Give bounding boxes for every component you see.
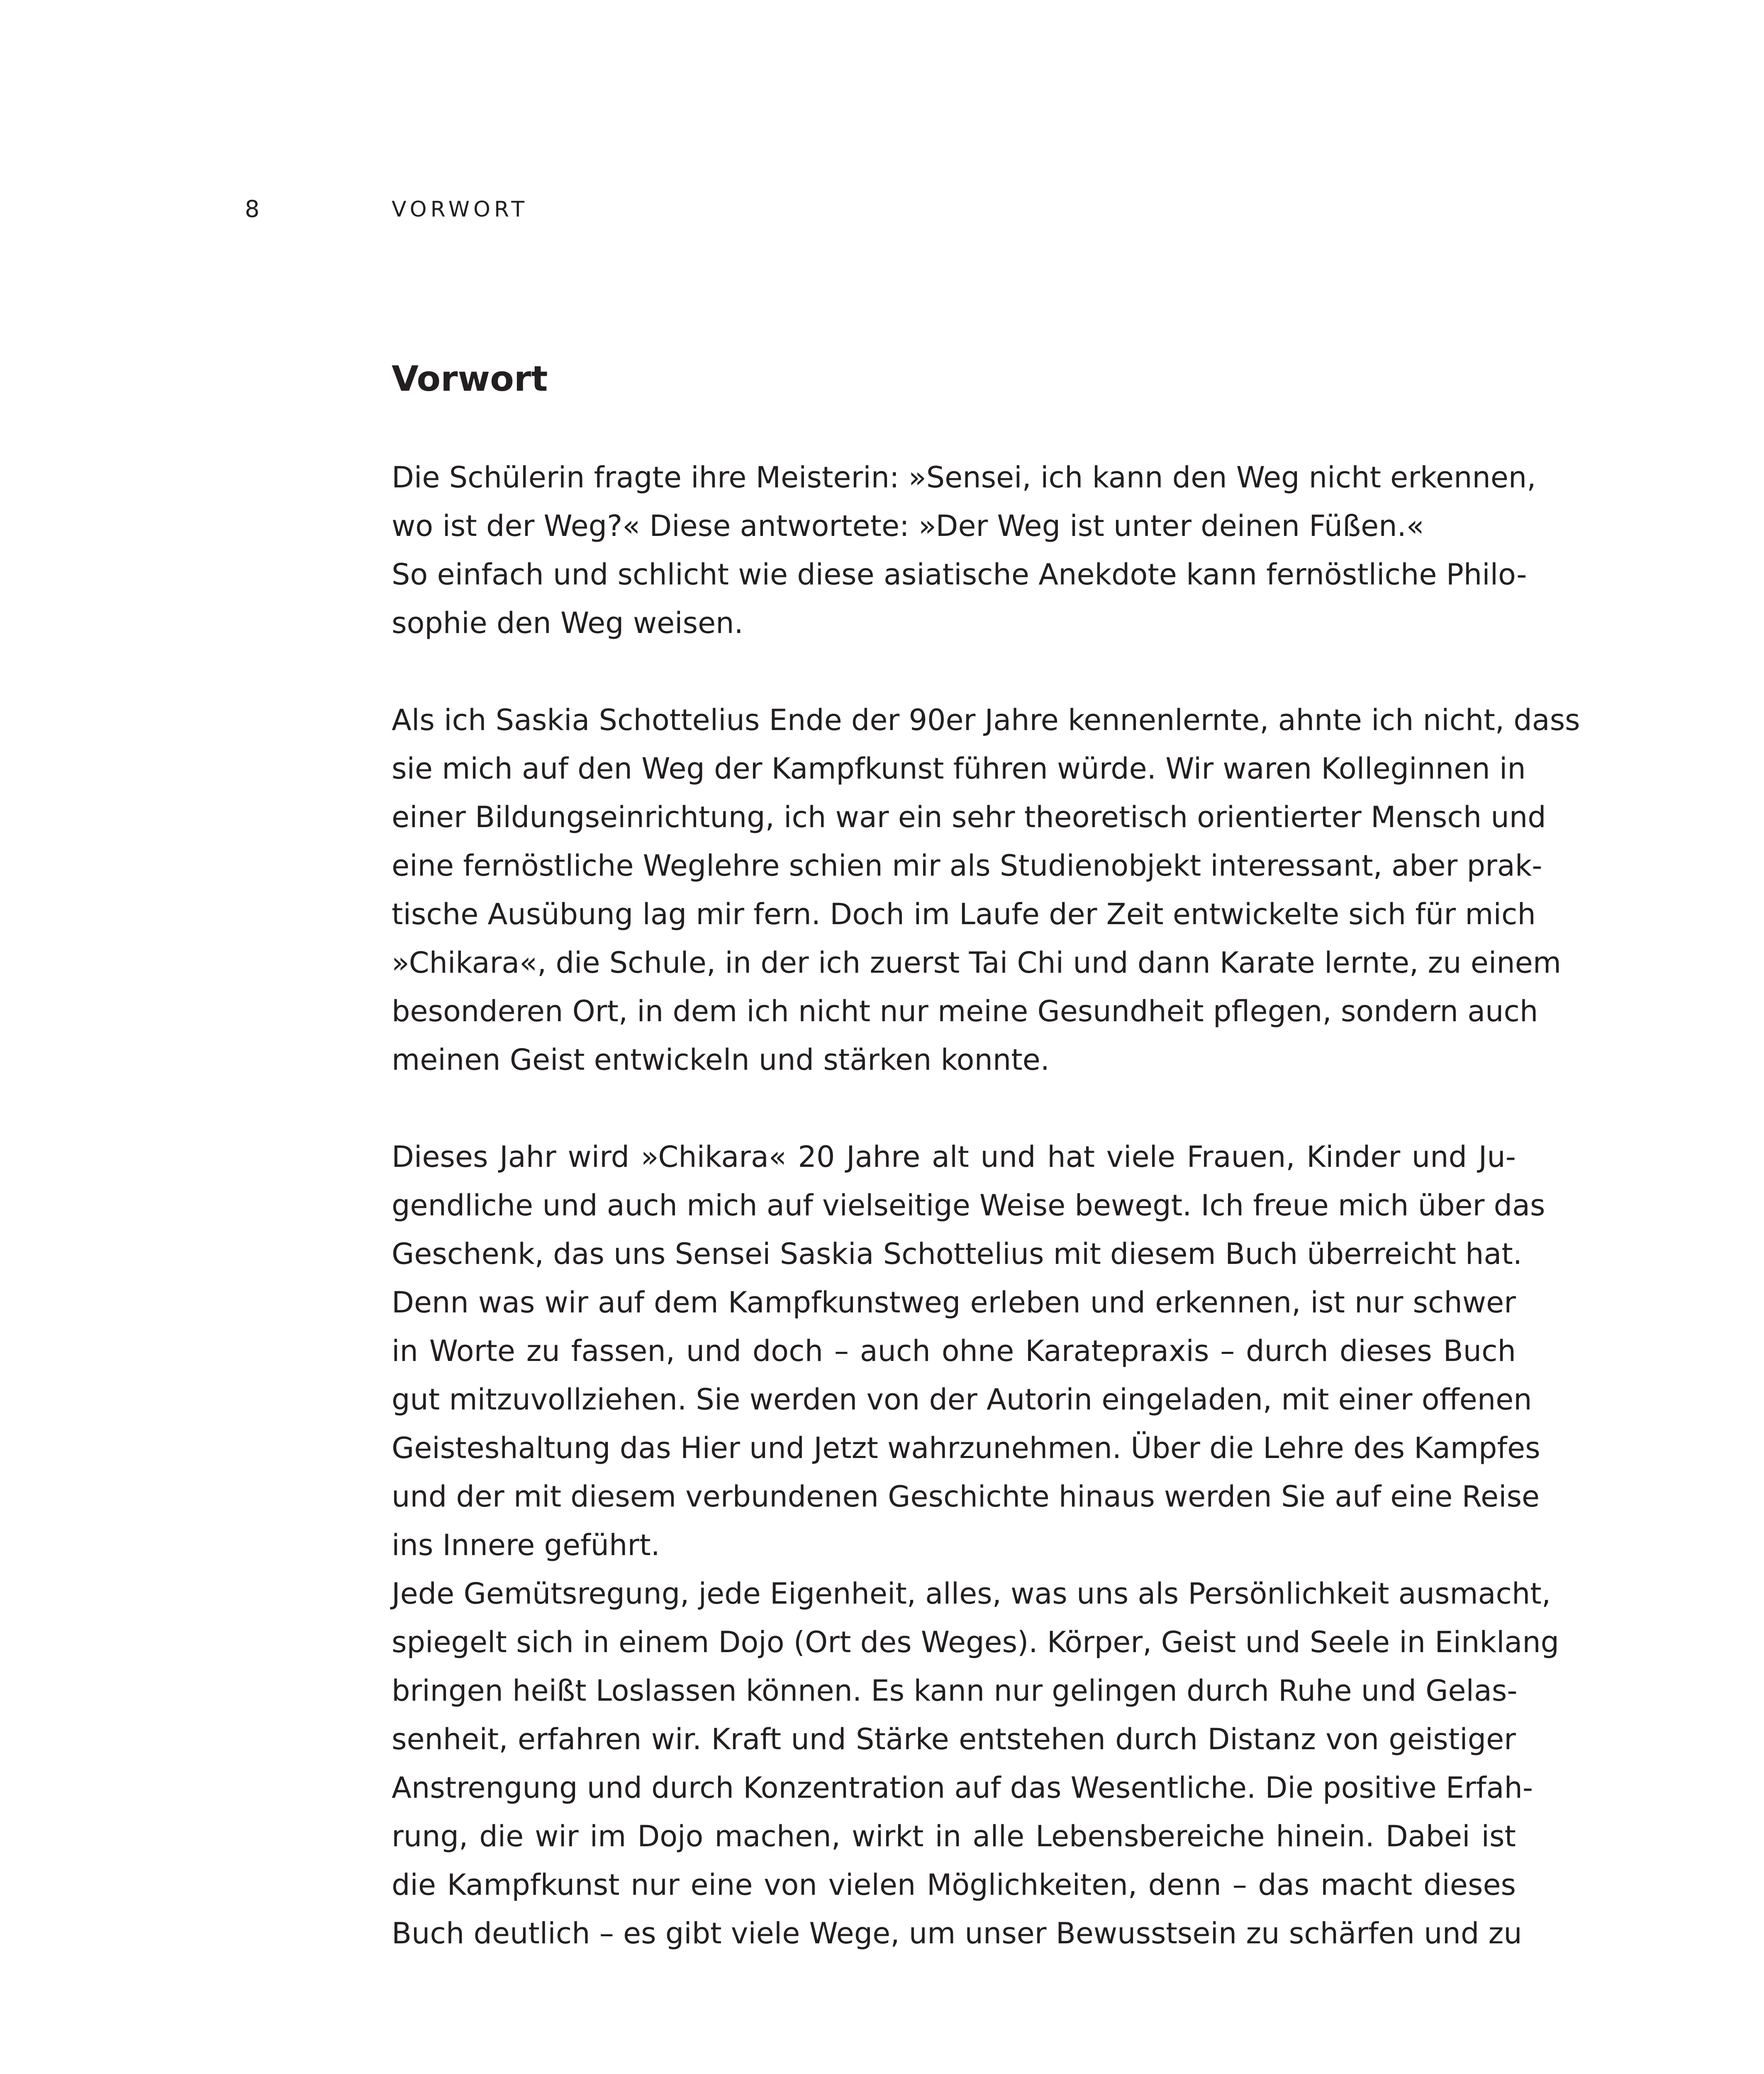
text-line: die Kampfkunst nur eine von vielen Möglichkeiten, denn – das macht dieses	[392, 1868, 1516, 1902]
text-line: Anstrengung und durch Konzentration auf das Wesentliche. Die positive Erfah-	[392, 1771, 1533, 1805]
text-line: Buch deutlich – es gibt viele Wege, um unser Bewusstsein zu schärfen und zu	[392, 1916, 1522, 1950]
paragraph-block	[392, 453, 1536, 648]
text-line: sophie den Weg weisen.	[392, 606, 743, 640]
text-line: Geisteshaltung das Hier und Jetzt wahrzunehmen. Über die Lehre des Kampfes	[392, 1431, 1540, 1465]
paragraph-block	[392, 1133, 1559, 1958]
text-line: wo ist der Weg?« Diese antwortete: »Der Weg ist unter deinen Füßen.«	[392, 509, 1424, 543]
text-line: sie mich auf den Weg der Kampfkunst führen würde. Wir waren Kolleginnen in	[392, 752, 1526, 786]
text-line: Geschenk, das uns Sensei Saskia Schottelius mit diesem Buch überreicht hat.	[392, 1237, 1523, 1271]
text-line: So einfach und schlicht wie diese asiatische Anekdote kann fernöstliche Philo-	[392, 557, 1527, 592]
text-line: und der mit diesem verbundenen Geschichte hinaus werden Sie auf eine Reise	[392, 1480, 1540, 1514]
chapter-heading: Vorwort	[392, 358, 548, 399]
text-line: bringen heißt Loslassen können. Es kann nur gelingen durch Ruhe und Gelas-	[392, 1674, 1518, 1708]
text-line: rung, die wir im Dojo machen, wirkt in alle Lebensbereiche hinein. Dabei ist	[392, 1819, 1516, 1853]
text-line: tische Ausübung lag mir fern. Doch im Laufe der Zeit entwickelte sich für mich	[392, 897, 1536, 931]
text-line: ins Innere geführt.	[392, 1528, 660, 1562]
text-line: senheit, erfahren wir. Kraft und Stärke entstehen durch Distanz von geistiger	[392, 1722, 1516, 1756]
text-line: Als ich Saskia Schottelius Ende der 90er Jahre kennenlernte, ahnte ich nicht, dass	[392, 703, 1580, 737]
text-line: gendliche und auch mich auf vielseitige Weise bewegt. Ich freue mich über das	[392, 1188, 1545, 1222]
running-title: VORWORT	[392, 197, 529, 222]
running-head	[0, 195, 1764, 224]
text-line: eine fernöstliche Weglehre schien mir als Studienobjekt interessant, aber prak-	[392, 849, 1542, 883]
text-line: besonderen Ort, in dem ich nicht nur meine Gesundheit pflegen, sondern auch	[392, 994, 1538, 1028]
text-line: gut mitzuvollziehen. Sie werden von der Autorin eingeladen, mit einer offenen	[392, 1383, 1532, 1417]
text-line: einer Bildungseinrichtung, ich war ein sehr theoretisch orientierter Mensch und	[392, 800, 1546, 834]
page-number: 8	[245, 196, 261, 223]
text-line: Dieses Jahr wird »Chikara« 20 Jahre alt und hat viele Frauen, Kinder und Ju-	[392, 1140, 1516, 1174]
text-line: meinen Geist entwickeln und stärken konnte.	[392, 1043, 1050, 1077]
text-line: Denn was wir auf dem Kampfkunstweg erleben und erkennen, ist nur schwer	[392, 1285, 1516, 1319]
text-line: in Worte zu fassen, und doch – auch ohne Karatepraxis – durch dieses Buch	[392, 1334, 1516, 1368]
text-line: Die Schülerin fragte ihre Meisterin: »Sensei, ich kann den Weg nicht erkennen,	[392, 460, 1536, 494]
text-line: »Chikara«, die Schule, in der ich zuerst Tai Chi und dann Karate lernte, zu einem	[392, 946, 1562, 980]
paragraph-block	[392, 696, 1580, 1084]
text-line: Jede Gemütsregung, jede Eigenheit, alles, was uns als Persönlichkeit ausmacht,	[392, 1577, 1551, 1611]
text-line: spiegelt sich in einem Dojo (Ort des Weges). Körper, Geist und Seele in Einklang	[392, 1625, 1559, 1659]
